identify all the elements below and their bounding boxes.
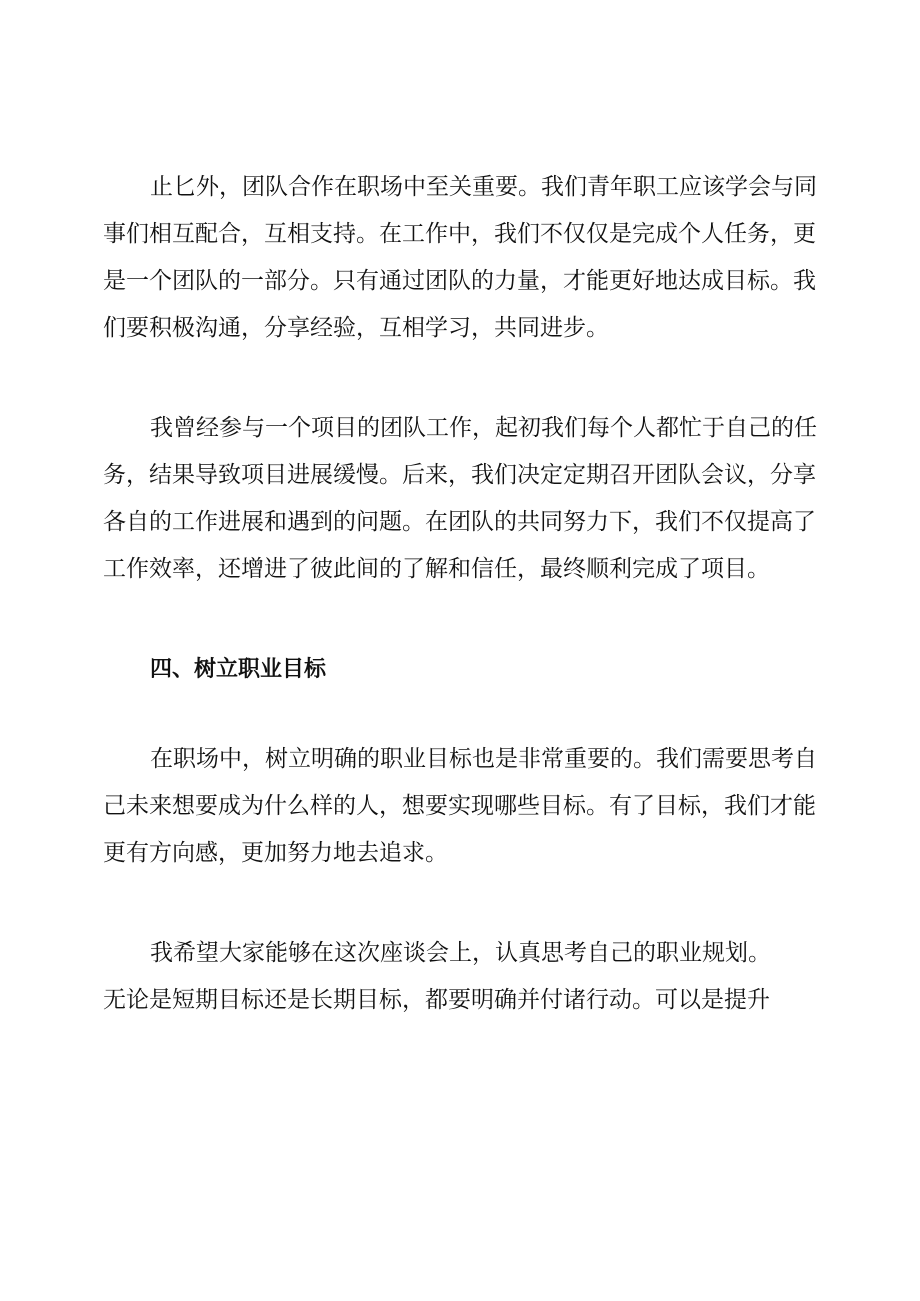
paragraph-teamwork xyxy=(103,164,819,352)
paragraph-line: 止匕外，团队合作在职场中至关重要。我们青年职工应该学会与同 xyxy=(150,174,817,200)
paragraph-line: 务，结果导致项目进展缓慢。后来，我们决定定期召开团队会议，分享 xyxy=(103,462,816,488)
paragraph-line: 己未来想要成为什么样的人，想要实现哪些目标。有了目标，我们才能 xyxy=(103,793,816,819)
paragraph-line: 在职场中，树立明确的职业目标也是非常重要的。我们需要思考自 xyxy=(150,746,817,772)
paragraph-career-goals xyxy=(103,736,819,877)
paragraph-line: 无论是短期目标还是长期目标，都要明确并付诸行动。可以是提升 xyxy=(103,987,770,1013)
paragraph-project-experience xyxy=(103,405,819,593)
paragraph-line: 事们相互配合，互相支持。在工作中，我们不仅仅是完成个人任务，更 xyxy=(103,221,816,247)
paragraph-line: 更有方向感，更加努力地去追求。 xyxy=(103,840,448,866)
paragraph-line: 我曾经参与一个项目的团队工作，起初我们每个人都忙于自己的任 xyxy=(150,415,817,441)
paragraph-line: 我希望大家能够在这次座谈会上，认真思考自己的职业规划。 xyxy=(150,940,771,966)
paragraph-career-planning xyxy=(103,930,819,1024)
paragraph-line: 们要积极沟通，分享经验，互相学习，共同进步。 xyxy=(103,315,609,341)
paragraph-line: 工作效率，还增进了彼此间的了解和信任，最终顺利完成了项目。 xyxy=(103,556,770,582)
section-heading: 四、树立职业目标 xyxy=(150,657,327,682)
paragraph-line: 是一个团队的一部分。只有通过团队的力量，才能更好地达成目标。我 xyxy=(103,268,816,294)
paragraph-line: 各自的工作进展和遇到的问题。在团队的共同努力下，我们不仅提高了 xyxy=(103,509,816,535)
